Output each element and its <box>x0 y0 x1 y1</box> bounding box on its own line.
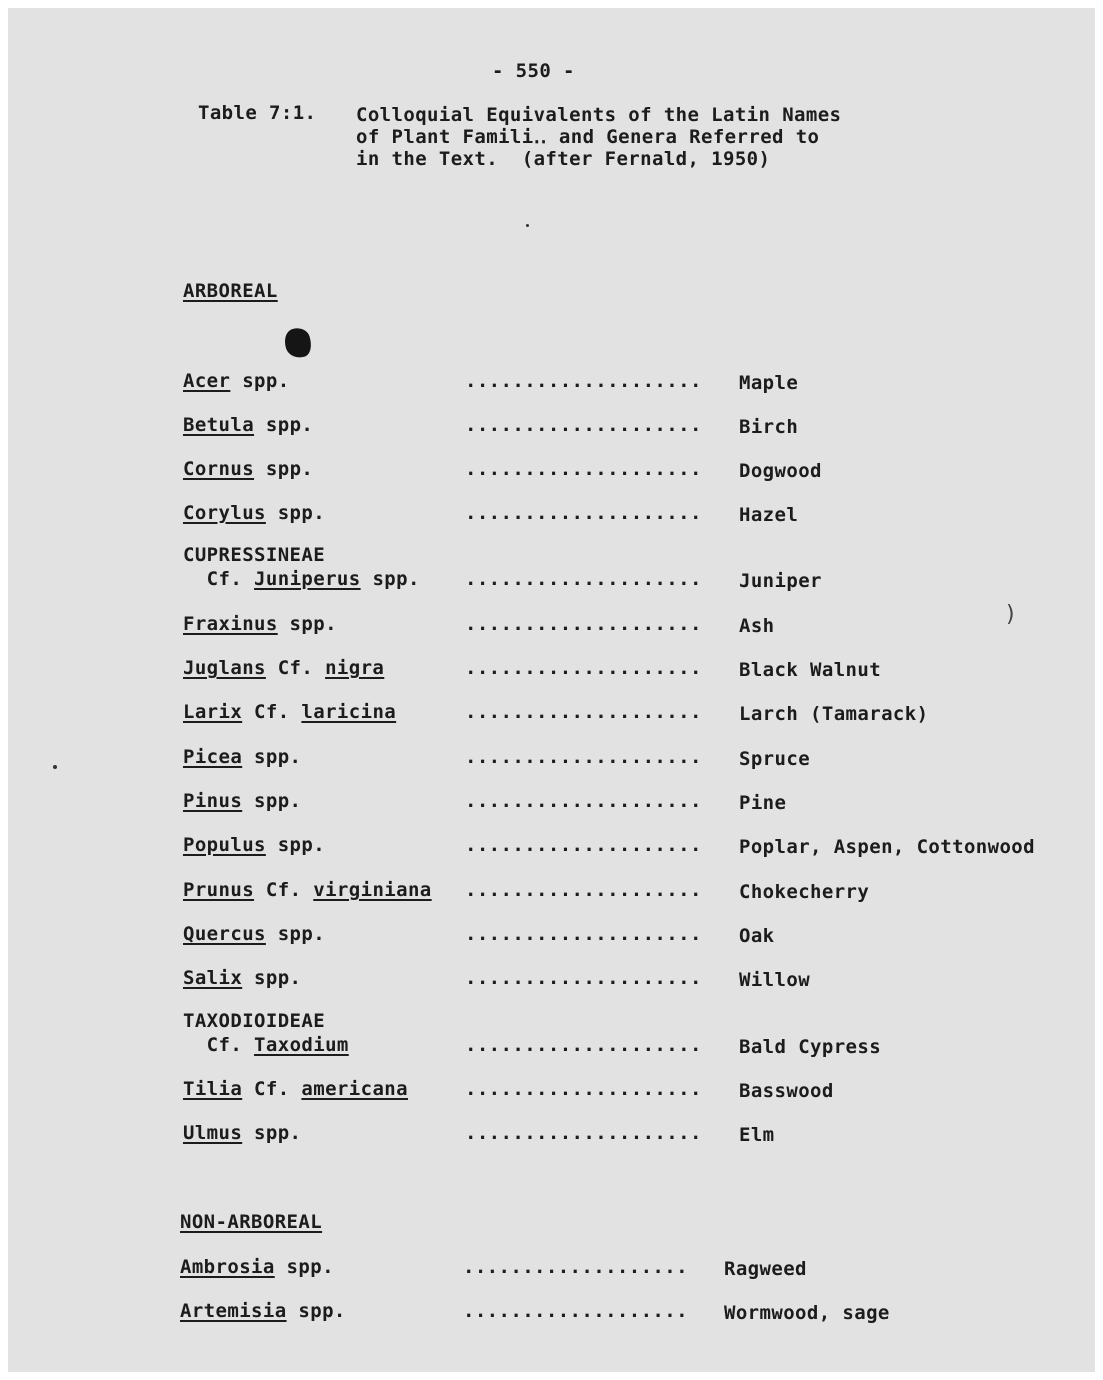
common-name-poplar-aspen-cottonwood: Poplar, Aspen, Cottonwood <box>739 836 1035 858</box>
leader-dots: .................... <box>465 923 702 945</box>
latin-name <box>183 746 301 768</box>
family-group-label: TAXODIOIDEAE <box>183 1010 326 1032</box>
latin-name-qualifier: spp. <box>265 923 326 945</box>
leader-dots: .................... <box>465 613 702 635</box>
latin-name-qualifier: spp. <box>265 502 326 524</box>
latin-name <box>180 1256 334 1278</box>
latin-name-qualifier: spp. <box>254 458 314 480</box>
latin-name <box>183 458 313 480</box>
leader-dots: .................... <box>465 458 702 480</box>
ink-blot <box>281 325 315 362</box>
latin-name-qualifier: Cf. <box>183 568 255 590</box>
common-name-juniper: Juniper <box>739 570 822 592</box>
latin-name-italic-part: Acer <box>183 370 231 392</box>
latin-name-italic-part: Ulmus <box>183 1122 243 1144</box>
common-name-basswood: Basswood <box>739 1080 834 1102</box>
latin-name <box>183 879 432 901</box>
latin-name-italic-part: Ambrosia <box>180 1256 275 1278</box>
common-name-hazel: Hazel <box>739 504 799 526</box>
latin-name-italic-part: Cornus <box>183 458 255 480</box>
latin-name <box>183 790 301 812</box>
latin-name-italic-part: Tilia <box>183 1078 243 1100</box>
latin-name-qualifier: spp. <box>230 370 290 392</box>
latin-name-italic-part: Populus <box>183 834 266 856</box>
latin-name <box>180 1300 346 1322</box>
latin-name-qualifier: spp. <box>254 414 314 436</box>
latin-name-qualifier: Cf. <box>242 1078 302 1100</box>
leader-dots: .................... <box>465 370 702 392</box>
caption-line: Colloquial Equivalents of the Latin Names <box>356 104 842 126</box>
latin-name-italic-part: laricina <box>301 701 397 723</box>
latin-name-italic-part: Juglans <box>183 657 266 679</box>
latin-name-italic-part: Larix <box>183 701 243 723</box>
common-name-willow: Willow <box>739 969 811 991</box>
caption-line: in the Text. (after Fernald, 1950) <box>356 148 771 170</box>
latin-name-qualifier: spp. <box>277 613 337 635</box>
latin-name-italic-part: americana <box>301 1078 408 1100</box>
common-name-birch: Birch <box>739 416 799 438</box>
common-name-larch-tamarack: Larch (Tamarack) <box>739 703 929 725</box>
latin-name-italic-part: Pinus <box>183 790 243 812</box>
latin-name-italic-part: Taxodium <box>254 1034 349 1056</box>
common-name-wormwood-sage: Wormwood, sage <box>724 1302 890 1324</box>
leader-dots: .................... <box>465 414 702 436</box>
latin-name <box>183 967 301 989</box>
section-heading-non-arboreal: NON-ARBOREAL <box>180 1211 323 1233</box>
latin-name-qualifier: Cf. <box>265 657 326 679</box>
leader-dots: .................... <box>465 657 702 679</box>
latin-name-italic-part: Fraxinus <box>183 613 278 635</box>
latin-name-qualifier: Cf. <box>254 879 314 901</box>
common-name-spruce: Spruce <box>739 748 811 770</box>
latin-name-qualifier: spp. <box>265 834 326 856</box>
leader-dots: .................... <box>465 834 702 856</box>
leader-dots: .................... <box>465 701 702 723</box>
common-name-ash: Ash <box>739 615 775 637</box>
leader-dots: .................... <box>465 879 702 901</box>
common-name-ragweed: Ragweed <box>724 1258 807 1280</box>
latin-name-qualifier: spp. <box>242 790 302 812</box>
latin-name-italic-part: Quercus <box>183 923 266 945</box>
latin-name-italic-part: Artemisia <box>180 1300 287 1322</box>
common-name-bald-cypress: Bald Cypress <box>739 1036 882 1058</box>
latin-name <box>183 370 290 392</box>
latin-name <box>183 414 313 436</box>
latin-name-qualifier: spp. <box>242 746 302 768</box>
latin-name-italic-part: Corylus <box>183 502 266 524</box>
common-name-chokecherry: Chokecherry <box>739 881 870 903</box>
latin-name-italic-part: virginiana <box>313 879 432 901</box>
latin-name-italic-part: Prunus <box>183 879 255 901</box>
latin-name-italic-part: Salix <box>183 967 243 989</box>
leader-dots: .................... <box>465 746 702 768</box>
latin-name-italic-part: Picea <box>183 746 243 768</box>
leader-dots: ................... <box>463 1300 688 1322</box>
leader-dots: .................... <box>465 502 702 524</box>
family-group-label: CUPRESSINEAE <box>183 544 326 566</box>
latin-name-qualifier: spp. <box>242 967 302 989</box>
page-number: - 550 - <box>492 60 575 82</box>
latin-name-qualifier: spp. <box>274 1256 334 1278</box>
latin-name-italic-part: nigra <box>325 657 385 679</box>
leader-dots: .................... <box>465 790 702 812</box>
common-name-elm: Elm <box>739 1124 775 1146</box>
latin-name <box>183 502 325 524</box>
caption-line: of Plant Famili․․ and Genera Referred to <box>356 126 820 148</box>
latin-name-qualifier: Cf. <box>242 701 302 723</box>
common-name-pine: Pine <box>739 792 787 814</box>
section-heading-arboreal: ARBOREAL <box>183 280 278 302</box>
latin-name <box>183 657 384 679</box>
speck <box>53 765 57 769</box>
latin-name <box>183 613 337 635</box>
common-name-maple: Maple <box>739 372 799 394</box>
latin-name <box>183 1034 349 1056</box>
latin-name-qualifier: Cf. <box>183 1034 255 1056</box>
table-label: Table 7:1. <box>198 102 317 124</box>
leader-dots: ................... <box>463 1256 688 1278</box>
latin-name <box>183 1078 408 1100</box>
common-name-oak: Oak <box>739 925 775 947</box>
speck <box>526 224 529 227</box>
common-name-black-walnut: Black Walnut <box>739 659 882 681</box>
margin-mark: ) <box>1006 602 1015 627</box>
leader-dots: .................... <box>465 1078 702 1100</box>
leader-dots: .................... <box>465 1122 702 1144</box>
table-caption <box>356 104 841 170</box>
latin-name-italic-part: Betula <box>183 414 255 436</box>
latin-name-qualifier: spp. <box>286 1300 346 1322</box>
leader-dots: .................... <box>465 568 702 590</box>
latin-name <box>183 701 396 723</box>
document-page <box>8 8 1095 1372</box>
leader-dots: .................... <box>465 967 702 989</box>
latin-name-qualifier: spp. <box>242 1122 302 1144</box>
latin-name-italic-part: Juniperus <box>254 568 361 590</box>
latin-name <box>183 568 420 590</box>
leader-dots: .................... <box>465 1034 702 1056</box>
latin-name <box>183 923 325 945</box>
common-name-dogwood: Dogwood <box>739 460 822 482</box>
latin-name <box>183 1122 301 1144</box>
latin-name <box>183 834 325 856</box>
latin-name-qualifier: spp. <box>360 568 420 590</box>
